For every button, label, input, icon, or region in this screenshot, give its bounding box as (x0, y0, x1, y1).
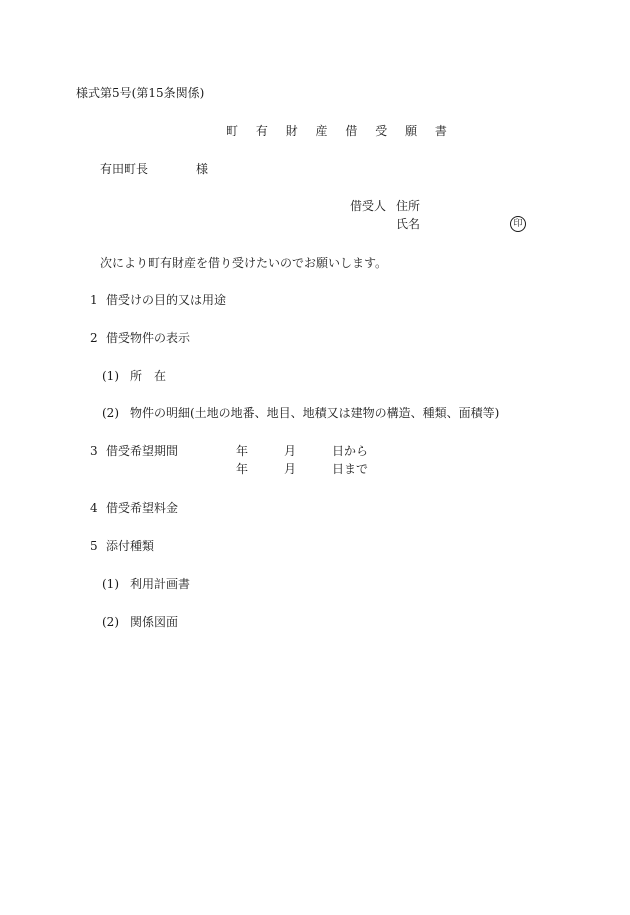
item-2-sub-2-label: 物件の明細(土地の地番、地目、地積又は建物の構造、種類、面積等) (130, 406, 500, 420)
addressee-name: 有田町長 (100, 162, 149, 176)
title-char: 書 (434, 124, 447, 138)
title-char: 産 (315, 124, 328, 138)
title-char: 町 (226, 124, 239, 138)
item-2-number: 2 (90, 331, 98, 345)
item-1-label: 借受けの目的又は用途 (106, 293, 227, 307)
title-char: 借 (345, 124, 358, 138)
item-5-sub-2-number: (2) (102, 615, 119, 629)
period-end-day: 日まで (332, 462, 369, 476)
applicant-name-label: 氏名 (396, 217, 421, 231)
item-5-sub-2-label: 関係図面 (130, 615, 179, 629)
item-3-label: 借受希望期間 (106, 444, 179, 458)
period-end-year: 年 (236, 462, 249, 476)
period-start-month: 月 (284, 444, 297, 458)
addressee-honorific: 様 (196, 162, 209, 176)
item-4-number: 4 (90, 501, 98, 515)
applicant-label: 借受人 (350, 199, 387, 213)
period-start-year: 年 (236, 444, 249, 458)
item-2-label: 借受物件の表示 (106, 331, 191, 345)
item-2-sub-1-label: 所 在 (130, 369, 167, 383)
form-number: 様式第5号(第15条関係) (76, 86, 205, 100)
period-start-day: 日から (332, 444, 369, 458)
item-5-sub-1-label: 利用計画書 (130, 577, 191, 591)
applicant-address-label: 住所 (396, 199, 421, 213)
title-char: 有 (255, 124, 268, 138)
item-2-sub-2-number: (2) (102, 406, 119, 420)
document-title (226, 124, 447, 138)
title-char: 願 (405, 124, 418, 138)
item-1-number: 1 (90, 293, 98, 307)
item-5-sub-1-number: (1) (102, 577, 119, 591)
title-char: 財 (285, 124, 298, 138)
item-5-number: 5 (90, 539, 98, 553)
period-end-month: 月 (284, 462, 297, 476)
item-5-label: 添付種類 (106, 539, 155, 553)
title-char: 受 (375, 124, 388, 138)
item-3-number: 3 (90, 444, 98, 458)
intro-text: 次により町有財産を借り受けたいのでお願いします。 (100, 256, 388, 270)
seal-mark: 印 (510, 216, 526, 232)
item-2-sub-1-number: (1) (102, 369, 119, 383)
item-4-label: 借受希望料金 (106, 501, 179, 515)
